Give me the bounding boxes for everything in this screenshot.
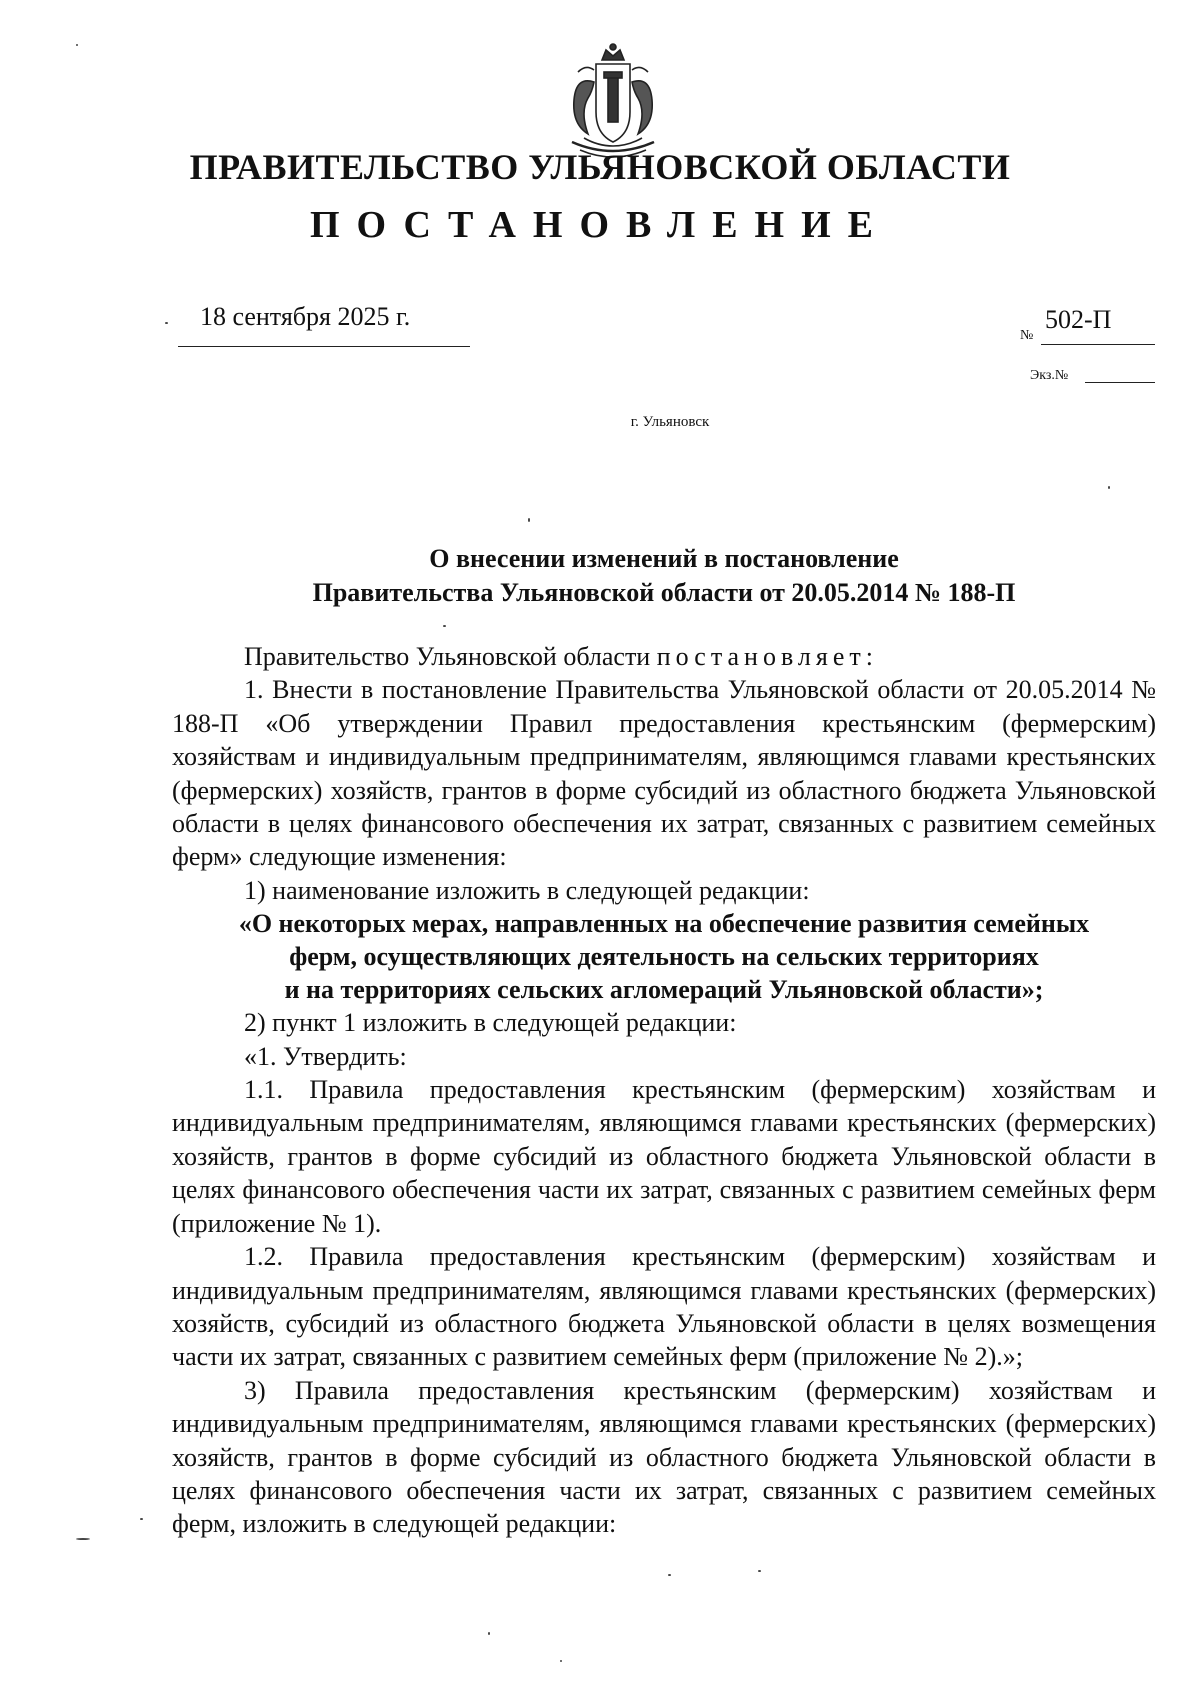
scan-speck: [758, 1570, 761, 1572]
preamble-verb: постановляет:: [656, 642, 878, 671]
paragraph-1-2: 1.2. Правила предоставления крестьянским (фермерским) хозяйствам и индивидуальным предпринимателям, являющимся главами крестьянских (фермерских) хозяйств, субсидий из областного бюджета Ульяновской области в целях возмещения части их затрат, связанных с развитием семейных ферм (приложение № 2).»;: [172, 1242, 1156, 1372]
document-body: [172, 640, 1156, 1541]
scan-speck: [488, 1632, 490, 1635]
document-title: [172, 542, 1156, 610]
title-line-2: Правительства Ульяновской области от 20.05.2014 № 188-П: [312, 578, 1016, 607]
sub-item-2: 2) пункт 1 изложить в следующей редакции:: [244, 1008, 737, 1038]
scan-speck: [165, 322, 168, 324]
item-1: 1. Внести в постановление Правительства Ульяновской области от 20.05.2014 № 188-П «Об утверждении Правил предоставления крестьянским (фермерским) хозяйствам и индивидуальным предпринимателям, являющимся главами крестьянских (фермерских) хозяйств, грантов в форме субсидий из областного бюджета Ульяновской области в целях финансового обеспечения их затрат, связанных с развитием семейных ферм» следующие изменения:: [172, 675, 1156, 872]
title-line-1: О внесении изменений в постановление: [429, 544, 899, 573]
preamble-lead: Правительство Ульяновской области: [244, 642, 651, 671]
quote-line-3: и на территориях сельских агломераций Ульяновской области»;: [284, 975, 1044, 1005]
number-underline: [1041, 344, 1155, 345]
scan-speck: [76, 1538, 90, 1540]
copy-number-label: Экз.№: [1030, 368, 1069, 383]
document-date: 18 сентября 2025 г.: [200, 302, 411, 331]
organization-name: ПРАВИТЕЛЬСТВО УЛЬЯНОВСКОЙ ОБЛАСТИ: [189, 147, 1011, 187]
paragraph-1-1: 1.1. Правила предоставления крестьянским (фермерским) хозяйствам и индивидуальным предпринимателям, являющимся главами крестьянских (фермерских) хозяйств, грантов в форме субсидий из областного бюджета Ульяновской области в целях финансового обеспечения части их затрат, связанных с развитием семейных ферм (приложение № 1).: [172, 1075, 1156, 1238]
quote-line-2: ферм, осуществляющих деятельность на сельских территориях: [289, 942, 1039, 972]
preamble: [172, 640, 1156, 673]
copy-number-underline: [1085, 382, 1155, 383]
city: г. Ульяновск: [630, 414, 710, 430]
scan-speck: [443, 625, 446, 627]
scan-speck: [668, 1574, 671, 1576]
scan-speck: [140, 1518, 143, 1520]
coat-of-arms-icon: [558, 42, 668, 162]
approve-line: «1. Утвердить:: [244, 1041, 407, 1071]
document-number: 502-П: [1045, 305, 1112, 334]
scan-speck: [528, 518, 530, 522]
number-label: №: [1020, 328, 1034, 343]
scan-speck: [1108, 486, 1110, 489]
scan-speck: [560, 1660, 562, 1662]
quote-line-1: «О некоторых мерах, направленных на обеспечение развития семейных: [238, 909, 1090, 939]
date-underline: [178, 346, 470, 347]
document-type: ПОСТАНОВЛЕНИЕ: [309, 204, 891, 246]
sub-item-3: 3) Правила предоставления крестьянским (фермерским) хозяйствам и индивидуальным предпринимателям, являющимся главами крестьянских (фермерских) хозяйств, грантов в форме субсидий из областного бюджета Ульяновской области в целях финансового обеспечения части их затрат, связанных с развитием семейных ферм, изложить в следующей редакции:: [172, 1375, 1156, 1539]
scan-speck: [76, 44, 78, 46]
quoted-title: [172, 907, 1156, 1006]
sub-item-1: 1) наименование изложить в следующей редакции:: [244, 875, 810, 905]
